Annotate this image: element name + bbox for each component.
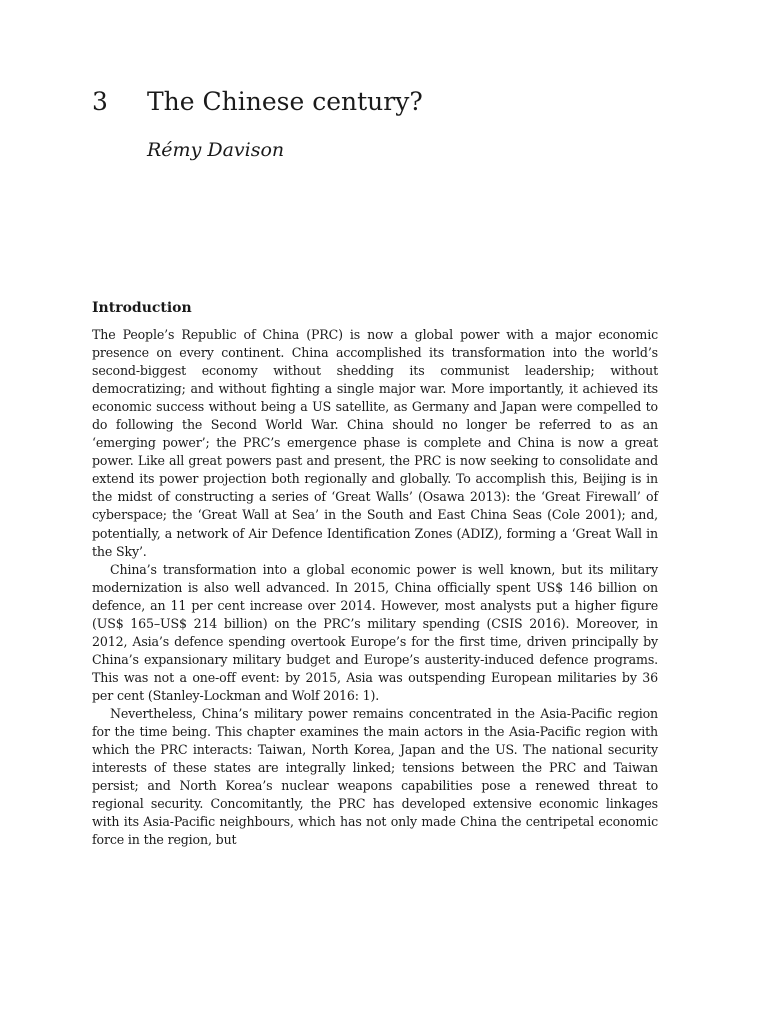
- section-heading: Introduction: [92, 300, 192, 316]
- paragraph-2: China’s transformation into a global economic power is well known, but its military modernization is also well advanced. In 2015, China officially spent US$ 146 billion on defence, an 11 per cent increase over 2014. However, most analysts put a higher figure (US$ 165–US$ 214 billion) on the PRC’s military spending (CSIS 2016). Moreover, in 2012, Asia’s defence spending overtook Europe’s for the first time, driven principally by China’s expansionary military budget and Europe’s austerity-induced defence programs. This was not a one-off event: by 2015, Asia was outspending European militaries by 36 per cent (Stanley-Lockman and Wolf 2016: 1).: [92, 561, 658, 703]
- paragraph-1: The People’s Republic of China (PRC) is now a global power with a major economic presence on every continent. China accomplished its transformation into the world’s second-biggest economy without shedding its communist leadership; without democratizing; and without fighting a single major war. More importantly, it achieved its economic success without being a US satellite, as Germany and Japan were compelled to do following the Second World War. China should no longer be referred to as an ‘emerging power’; the PRC’s emergence phase is complete and China is now a great power. Like all great powers past and present, the PRC is now seeking to consolidate and extend its power projection both regionally and globally. To accomplish this, Beijing is in the midst of constructing a series of ‘Great Walls’ (Osawa 2013): the ‘Great Firewall’ of cyberspace; the ‘Great Wall at Sea’ in the South and East China Seas (Cole 2001); and, potentially, a network of Air Defence Identification Zones (ADIZ), forming a ‘Great Wall in the Sky’.: [92, 327, 658, 559]
- chapter-title: The Chinese century?: [147, 87, 423, 116]
- book-page: [92, 0, 658, 1024]
- paragraph-3: Nevertheless, China’s military power remains concentrated in the Asia-Pacific region for the time being. This chapter examines the main actors in the Asia-Pacific region with which the PRC interacts: Taiwan, North Korea, Japan and the US. The national security interests of these states are integrally linked; tensions between the PRC and Taiwan persist; and North Korea’s nuclear weapons capabilities pose a renewed threat to regional security. Concomitantly, the PRC has developed extensive economic linkages with its Asia-Pacific neighbours, which has not only made China the centripetal economic force in the region, but: [92, 705, 658, 848]
- chapter-heading: [92, 86, 423, 118]
- chapter-author: Rémy Davison: [147, 139, 285, 161]
- chapter-number: 3: [92, 87, 108, 116]
- body-text: [92, 326, 658, 849]
